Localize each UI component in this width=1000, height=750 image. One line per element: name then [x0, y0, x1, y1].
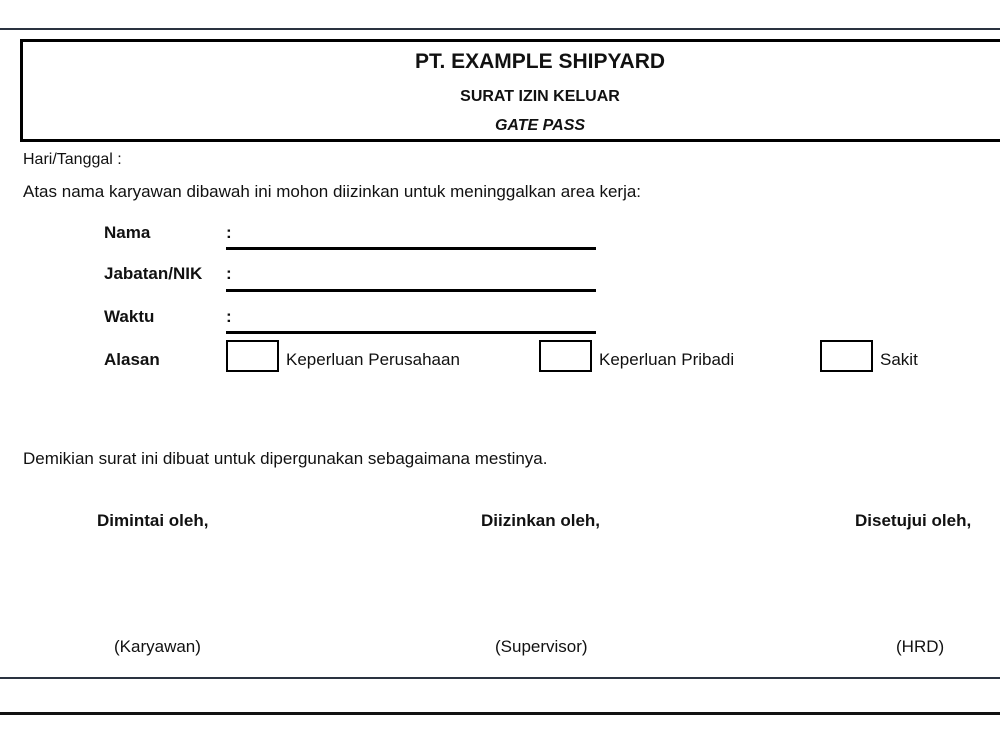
jabatan-label: Jabatan/NIK	[104, 264, 203, 283]
signature-role-supervisor: (Supervisor)	[495, 637, 588, 656]
alasan-label: Alasan	[104, 350, 160, 369]
option-keperluan-perusahaan: Keperluan Perusahaan	[286, 350, 460, 369]
document-subtitle: GATE PASS	[494, 117, 586, 134]
jabatan-field-line[interactable]	[226, 289, 596, 292]
option-sakit: Sakit	[880, 350, 918, 369]
jabatan-colon: :	[226, 264, 232, 283]
company-name: PT. EXAMPLE SHIPYARD	[414, 50, 666, 73]
signature-heading-permitted: Diizinkan oleh,	[481, 511, 601, 530]
nama-field-line[interactable]	[226, 247, 596, 250]
bottom-page-border	[0, 712, 1000, 715]
lower-page-border	[0, 677, 1000, 679]
signature-heading-approved: Disetujui oleh,	[855, 511, 972, 530]
document-title: SURAT IZIN KELUAR	[460, 88, 620, 105]
date-label: Hari/Tanggal :	[23, 151, 122, 168]
option-keperluan-pribadi: Keperluan Pribadi	[599, 350, 735, 369]
waktu-colon: :	[226, 307, 232, 326]
nama-colon: :	[226, 223, 232, 242]
checkbox-keperluan-perusahaan[interactable]	[226, 340, 279, 372]
intro-text: Atas nama karyawan dibawah ini mohon diizinkan untuk meninggalkan area kerja:	[23, 182, 642, 201]
signature-role-employee: (Karyawan)	[114, 637, 201, 656]
checkbox-keperluan-pribadi[interactable]	[539, 340, 592, 372]
top-page-border	[0, 28, 1000, 30]
signature-role-hrd: (HRD)	[896, 637, 945, 656]
waktu-label: Waktu	[104, 307, 155, 326]
checkbox-sakit[interactable]	[820, 340, 873, 372]
nama-label: Nama	[104, 223, 151, 242]
signature-heading-requested: Dimintai oleh,	[97, 511, 209, 530]
waktu-field-line[interactable]	[226, 331, 596, 334]
closing-text: Demikian surat ini dibuat untuk dipergunakan sebagaimana mestinya.	[23, 449, 548, 468]
